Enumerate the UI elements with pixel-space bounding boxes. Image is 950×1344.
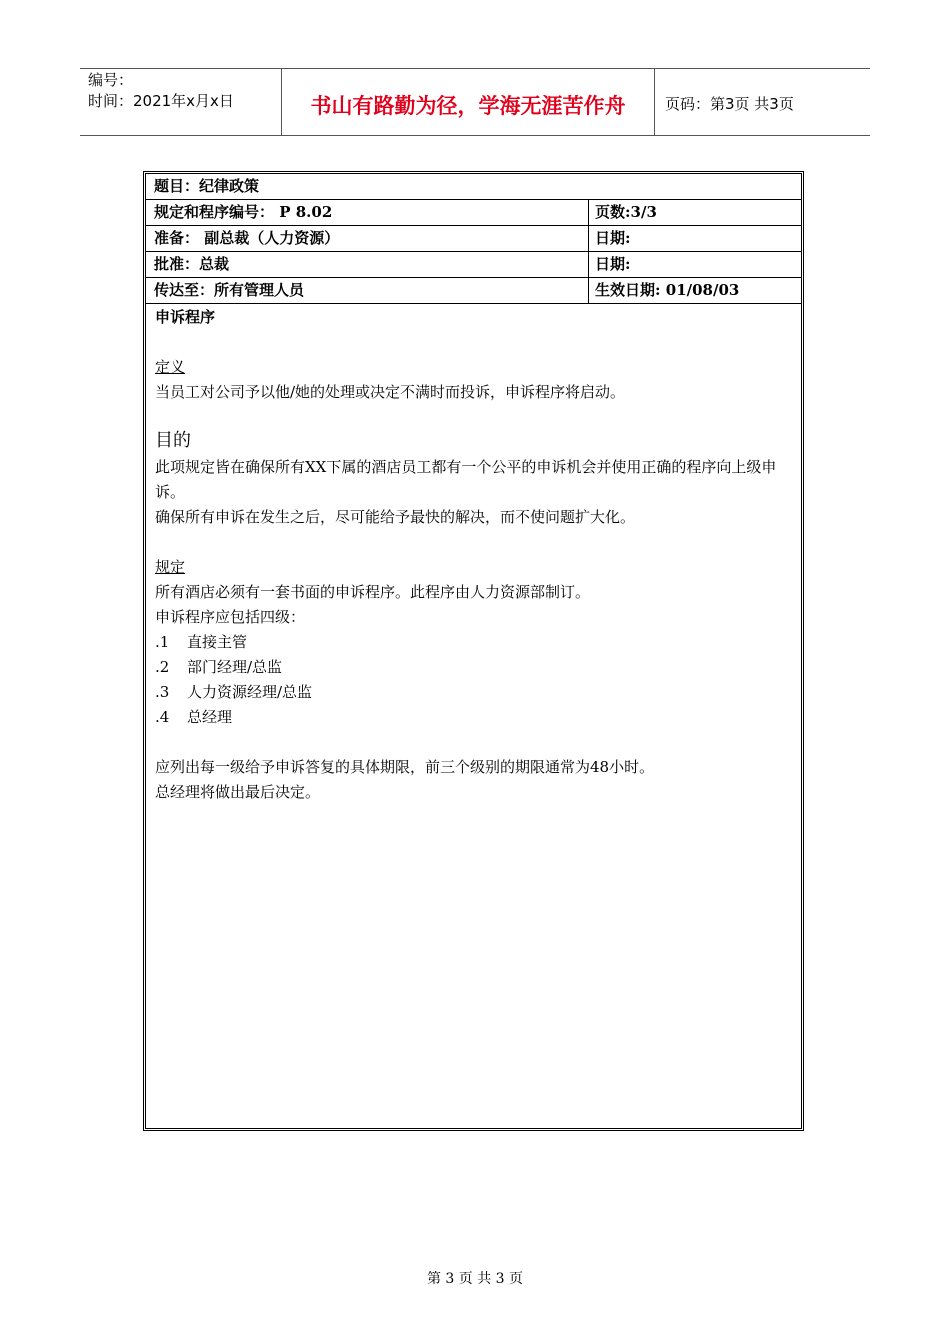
prepared-by-cell: 准备： 副总裁（人力资源） — [154, 229, 340, 247]
effective-date-cell: 生效日期: 01/08/03 — [595, 281, 740, 299]
closing-text-2: 总经理将做出最后决定。 — [155, 783, 321, 801]
topic-cell: 题目：纪律政策 — [154, 177, 260, 195]
row-approved — [146, 252, 801, 278]
pages-cell: 页数:3/3 — [595, 203, 657, 221]
level-label: 人力资源经理/总监 — [187, 683, 313, 701]
column-divider — [588, 226, 589, 251]
level-number: .1 — [155, 633, 170, 651]
list-item — [155, 630, 795, 655]
header-bottom-rule — [80, 135, 870, 136]
time-label: 时间：2021年x月x日 — [88, 92, 234, 110]
rules-text-2: 申诉程序应包括四级： — [155, 608, 306, 626]
level-number: .3 — [155, 683, 170, 701]
policy-document-frame — [143, 171, 804, 1131]
approved-by-cell: 批准：总裁 — [154, 255, 230, 273]
purpose-text-1: 此项规定皆在确保所有XX下属的酒店员工都有一个公平的申诉机会并使用正确的程序向上级申诉。 — [155, 458, 777, 501]
purpose-text-2: 确保所有申诉在发生之后，尽可能给予最快的解决，而不使问题扩大化。 — [155, 508, 636, 526]
date-cell-2: 日期: — [595, 255, 631, 273]
header-page-info: 页码：第3页 共3页 — [665, 95, 794, 113]
definition-heading: 定义 — [155, 358, 186, 376]
level-label: 部门经理/总监 — [187, 658, 283, 676]
list-item — [155, 655, 795, 680]
closing-text-1: 应列出每一级给予申诉答复的具体期限，前三个级别的期限通常为48小时。 — [155, 758, 655, 776]
header-top-rule — [80, 68, 870, 69]
distributed-to-cell: 传达至：所有管理人员 — [154, 281, 305, 299]
rules-text-1: 所有酒店必须有一套书面的申诉程序。此程序由人力资源部制订。 — [155, 583, 591, 601]
level-label: 总经理 — [187, 708, 233, 726]
procedure-number-cell: 规定和程序编号： P 8.02 — [154, 203, 333, 221]
level-number: .2 — [155, 658, 170, 676]
purpose-heading: 目的 — [155, 430, 191, 451]
rules-heading: 规定 — [155, 558, 186, 576]
level-number: .4 — [155, 708, 170, 726]
column-divider — [588, 252, 589, 277]
row-distribution — [146, 278, 801, 304]
column-divider — [588, 200, 589, 225]
code-label: 编号： — [88, 71, 134, 89]
list-item — [155, 705, 795, 730]
header-divider-2 — [654, 68, 655, 136]
document-body — [155, 305, 795, 805]
row-topic — [146, 174, 801, 200]
row-procedure — [146, 200, 801, 226]
header-motto: 书山有路勤为径，学海无涯苦作舟 — [310, 94, 626, 118]
row-prepared — [146, 226, 801, 252]
definition-text: 当员工对公司予以他/她的处理或决定不满时而投诉，申诉程序将启动。 — [155, 383, 626, 401]
level-label: 直接主管 — [187, 633, 248, 651]
date-cell-1: 日期: — [595, 229, 631, 247]
column-divider — [588, 278, 589, 303]
list-item — [155, 680, 795, 705]
section-title: 申诉程序 — [155, 308, 216, 326]
header-meta — [88, 70, 234, 112]
page-footer: 第 3 页 共 3 页 — [426, 1271, 524, 1287]
